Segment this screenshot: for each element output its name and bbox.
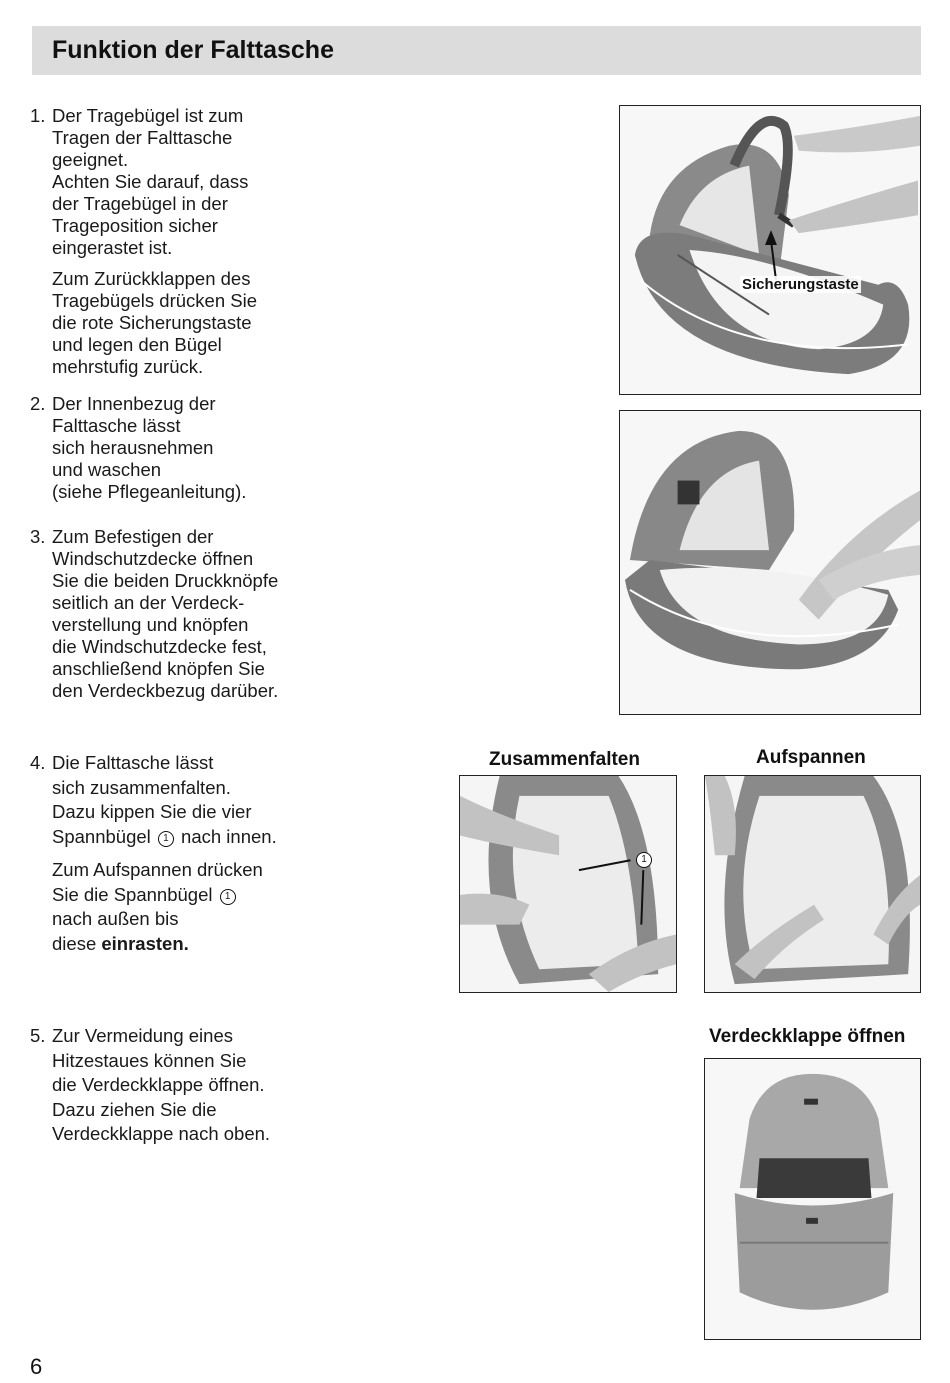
step-text-part: nach außen bis diese [52, 908, 179, 954]
step-text: Zum Zurückklappen des Tragebügels drücken Sie die rote Sicherungstaste und legen den Bügel mehrstufig zurück. [52, 268, 257, 377]
step-text [52, 751, 277, 849]
step-text [52, 858, 277, 956]
step-text: Der Tragebügel ist zum Tragen der Falttasche geeignet. Achten Sie darauf, dass der Tragebügel in der Trageposition sicher eingerastet ist. [52, 105, 249, 258]
safety-button-label: Sicherungstaste [742, 276, 859, 293]
inner-cover-illustration [620, 411, 920, 714]
step-text-part: Zum Aufspannen drücken Sie die Spannbügel [52, 859, 263, 905]
step-3 [30, 526, 278, 702]
fold-caption: Zusammenfalten [489, 749, 640, 770]
step-text: Zur Vermeidung eines Hitzestaues können Sie die Verdeckklappe öffnen. Dazu ziehen Sie die Verdeckklappe nach oben. [52, 1025, 271, 1144]
step-number: 3. [30, 526, 46, 547]
step-4 [30, 751, 277, 956]
unfold-photo [704, 775, 921, 993]
bracket-marker-icon: 1 [220, 889, 236, 905]
step-text: Zum Befestigen der Windschutzdecke öffnen Sie die beiden Druckknöpfe seitlich an der Verdeck- verstellung und knöpfen die Windschutzdecke fest, anschließend knöpfen Sie den Verdeckbezug darüber. [52, 526, 279, 701]
hood-flap-photo [704, 1058, 921, 1340]
bracket-marker-icon: 1 [158, 831, 174, 847]
carrycot-illustration [620, 106, 920, 394]
step-text-part: nach innen. [181, 825, 277, 847]
step-text: Der Innenbezug der Falttasche lässt sich herausnehmen und waschen (siehe Pflegeanleitung). [52, 393, 247, 502]
hood-flap-caption: Verdeckklappe öffnen [709, 1026, 906, 1047]
section-header [32, 26, 921, 75]
step-1 [30, 105, 257, 378]
page-number: 6 [30, 1354, 43, 1379]
spring-bracket-marker-icon: 1 [636, 852, 652, 868]
step-5 [30, 1024, 270, 1147]
inner-cover-photo [619, 410, 921, 715]
unfold-caption: Aufspannen [756, 747, 866, 768]
step-number: 4. [30, 752, 46, 773]
step-2 [30, 393, 246, 503]
step-number: 1. [30, 105, 46, 126]
unfold-illustration [705, 776, 920, 992]
hood-flap-illustration [705, 1059, 920, 1339]
step-number: 2. [30, 393, 46, 414]
fold-photo [459, 775, 677, 993]
step-text-part: Die Falttasche lässt sich zusammenfalten. Dazu kippen Sie die vier Spannbügel [52, 752, 252, 847]
emphasis-text: einrasten. [101, 932, 189, 954]
page-title: Funktion der Falttasche [52, 36, 334, 64]
fold-illustration [460, 776, 676, 992]
carry-handle-photo [619, 105, 921, 395]
step-number: 5. [30, 1025, 46, 1046]
